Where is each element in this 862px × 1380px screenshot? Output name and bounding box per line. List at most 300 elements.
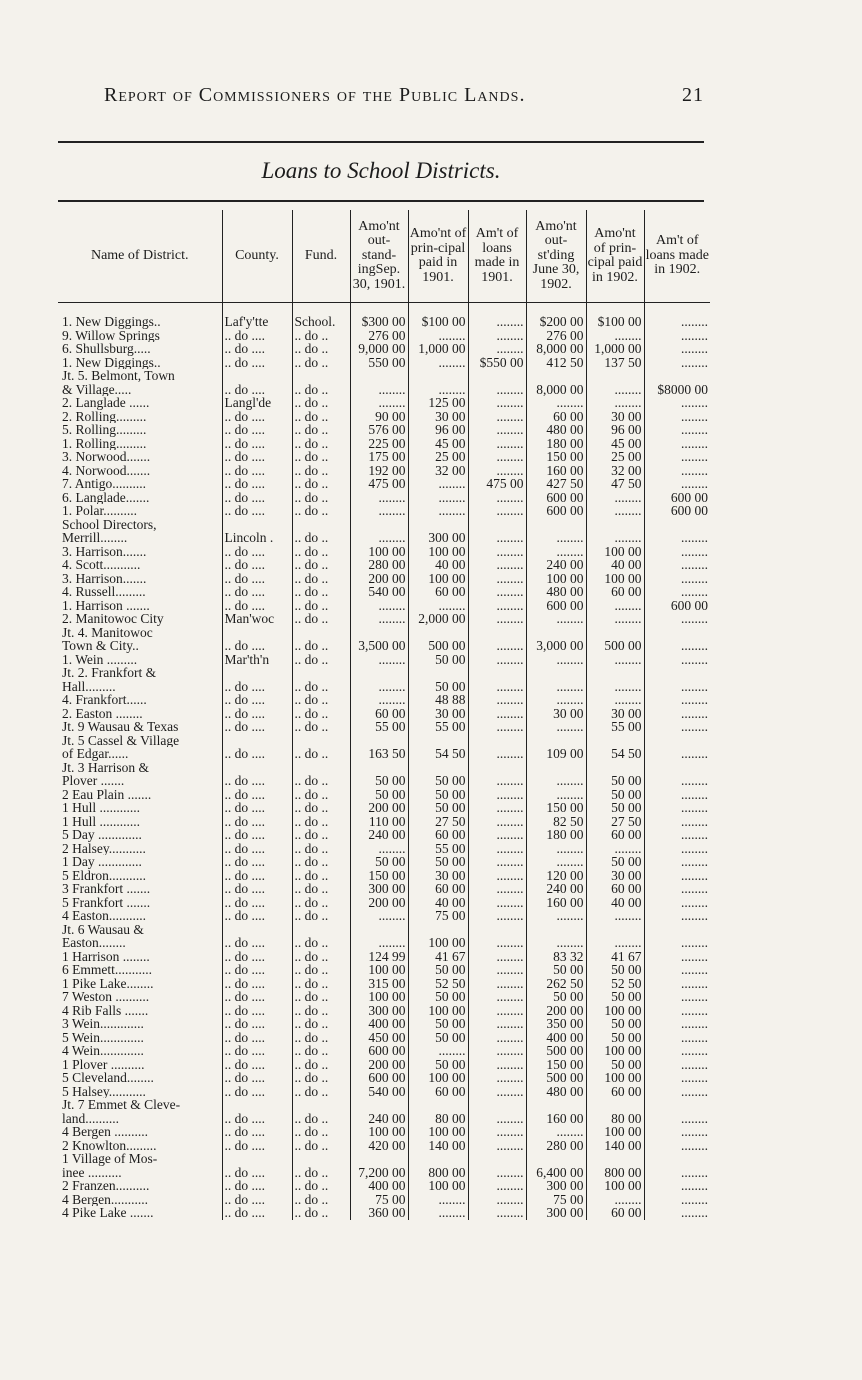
principal-paid-1902-cell: 100 00: [586, 1179, 644, 1193]
outstanding-1902-cell: 280 00: [526, 1139, 586, 1153]
district-name-cell: 1. New Diggings..: [62, 355, 161, 369]
loans-made-1902-cell: 600 00: [644, 599, 710, 613]
principal-paid-1901-cell: 100 00: [408, 1071, 468, 1085]
table-row: [58, 666, 710, 680]
loans-made-1901-cell: ........: [468, 977, 526, 991]
county-cell: Mar'th'n: [222, 653, 292, 667]
outstanding-1901-cell: 110 00: [350, 815, 408, 829]
fund-cell: .. do ..: [292, 639, 350, 653]
outstanding-1902-cell: 160 00: [526, 896, 586, 910]
outstanding-1901-cell: 315 00: [350, 977, 408, 991]
loans-made-1901-cell: ........: [468, 1125, 526, 1139]
district-name-cell: 4. Russell.........: [62, 585, 146, 599]
principal-paid-1902-cell: 25 00: [586, 450, 644, 464]
outstanding-1902-cell: ........: [526, 531, 586, 545]
county-cell: .. do ....: [222, 423, 292, 437]
outstanding-1901-cell: 240 00: [350, 828, 408, 842]
col-header-loans-made-1902: Am't of loans made in 1902.: [644, 210, 710, 303]
principal-paid-1902-cell: 50 00: [586, 1031, 644, 1045]
col-header-district: Name of District.: [58, 210, 222, 303]
outstanding-1901-cell: 100 00: [350, 545, 408, 559]
district-name-cell: 4. Scott...........: [62, 558, 141, 572]
principal-paid-1902-cell: ........: [586, 504, 644, 518]
table-row: [58, 788, 710, 802]
loans-made-1901-cell: ........: [468, 342, 526, 356]
loans-made-1901-cell: ........: [468, 1139, 526, 1153]
principal-paid-1902-cell: ........: [586, 842, 644, 856]
loans-made-1902-cell: ........: [644, 342, 710, 356]
fund-cell: .. do ..: [292, 815, 350, 829]
loans-made-1901-cell: [468, 1152, 526, 1166]
principal-paid-1901-cell: 48 88: [408, 693, 468, 707]
table-row: [58, 707, 710, 721]
outstanding-1901-cell: ........: [350, 936, 408, 950]
principal-paid-1902-cell: ........: [586, 383, 644, 397]
table-row: [58, 842, 710, 856]
principal-paid-1902-cell: ........: [586, 1193, 644, 1207]
fund-cell: .. do ..: [292, 491, 350, 505]
outstanding-1902-cell: 262 50: [526, 977, 586, 991]
fund-cell: .. do ..: [292, 1112, 350, 1126]
fund-cell: .. do ..: [292, 383, 350, 397]
district-name-cell: 1 Village of Mos-: [62, 1152, 158, 1166]
table-row: [58, 774, 710, 788]
county-cell: Lincoln .: [222, 531, 292, 545]
loans-made-1901-cell: [468, 1098, 526, 1112]
principal-paid-1901-cell: ........: [408, 599, 468, 613]
loans-made-1902-cell: ........: [644, 842, 710, 856]
loans-made-1901-cell: ........: [468, 572, 526, 586]
loans-made-1902-cell: ........: [644, 1058, 710, 1072]
fund-cell: [292, 734, 350, 748]
county-cell: .. do ....: [222, 801, 292, 815]
fund-cell: .. do ..: [292, 1179, 350, 1193]
county-cell: .. do ....: [222, 869, 292, 883]
table-row: [58, 558, 710, 572]
table-row: [58, 1206, 710, 1220]
principal-paid-1901-cell: 300 00: [408, 531, 468, 545]
table-row: [58, 1071, 710, 1085]
running-title: Report of Commissioners of the Public Lands.: [104, 84, 526, 106]
principal-paid-1902-cell: ........: [586, 599, 644, 613]
loans-made-1902-cell: ........: [644, 423, 710, 437]
principal-paid-1902-cell: ........: [586, 612, 644, 626]
principal-paid-1901-cell: [408, 1098, 468, 1112]
outstanding-1902-cell: ........: [526, 545, 586, 559]
table-row: [58, 518, 710, 532]
county-cell: [222, 518, 292, 532]
district-name-cell: 5 Eldron...........: [62, 868, 146, 882]
outstanding-1901-cell: 7,200 00: [350, 1166, 408, 1180]
outstanding-1901-cell: 100 00: [350, 990, 408, 1004]
table-row: [58, 1179, 710, 1193]
outstanding-1901-cell: 9,000 00: [350, 342, 408, 356]
principal-paid-1901-cell: 50 00: [408, 855, 468, 869]
principal-paid-1902-cell: ........: [586, 396, 644, 410]
table-row: [58, 396, 710, 410]
table-row: [58, 477, 710, 491]
outstanding-1901-cell: [350, 626, 408, 640]
table-body: [58, 303, 710, 1220]
outstanding-1902-cell: 350 00: [526, 1017, 586, 1031]
loans-made-1901-cell: ........: [468, 747, 526, 761]
principal-paid-1901-cell: 100 00: [408, 1179, 468, 1193]
principal-paid-1902-cell: 100 00: [586, 572, 644, 586]
outstanding-1902-cell: 240 00: [526, 882, 586, 896]
principal-paid-1901-cell: 50 00: [408, 653, 468, 667]
table-row: [58, 1193, 710, 1207]
principal-paid-1902-cell: 52 50: [586, 977, 644, 991]
loans-made-1902-cell: ........: [644, 450, 710, 464]
fund-cell: .. do ..: [292, 464, 350, 478]
outstanding-1902-cell: 500 00: [526, 1071, 586, 1085]
loans-made-1902-cell: ........: [644, 1017, 710, 1031]
outstanding-1901-cell: 420 00: [350, 1139, 408, 1153]
outstanding-1902-cell: 600 00: [526, 504, 586, 518]
loans-made-1901-cell: ........: [468, 680, 526, 694]
fund-cell: .. do ..: [292, 693, 350, 707]
district-name-cell: 1. New Diggings..: [62, 315, 161, 329]
loans-made-1902-cell: [644, 666, 710, 680]
district-name-cell: & Village.....: [62, 382, 132, 396]
principal-paid-1902-cell: 40 00: [586, 558, 644, 572]
fund-cell: .. do ..: [292, 936, 350, 950]
outstanding-1901-cell: 50 00: [350, 774, 408, 788]
principal-paid-1902-cell: ........: [586, 693, 644, 707]
outstanding-1902-cell: 400 00: [526, 1031, 586, 1045]
loans-made-1901-cell: ........: [468, 842, 526, 856]
outstanding-1902-cell: 100 00: [526, 572, 586, 586]
county-cell: .. do ....: [222, 950, 292, 964]
outstanding-1902-cell: 82 50: [526, 815, 586, 829]
outstanding-1902-cell: 75 00: [526, 1193, 586, 1207]
district-name-cell: 4 Bergen...........: [62, 1192, 148, 1206]
loans-made-1901-cell: ........: [468, 1112, 526, 1126]
principal-paid-1902-cell: 60 00: [586, 828, 644, 842]
loans-made-1901-cell: [468, 923, 526, 937]
loans-made-1902-cell: 600 00: [644, 491, 710, 505]
header-rule: [58, 141, 704, 143]
district-name-cell: 1 Day .............: [62, 855, 142, 869]
loans-made-1901-cell: ........: [468, 423, 526, 437]
district-name-cell: 5 Day .............: [62, 828, 142, 842]
principal-paid-1901-cell: 100 00: [408, 936, 468, 950]
loans-made-1901-cell: ........: [468, 1071, 526, 1085]
county-cell: .. do ....: [222, 680, 292, 694]
outstanding-1901-cell: [350, 1098, 408, 1112]
loans-made-1901-cell: ........: [468, 531, 526, 545]
loans-made-1901-cell: $550 00: [468, 356, 526, 370]
table-row: [58, 1125, 710, 1139]
district-name-cell: 2 Knowlton.........: [62, 1138, 157, 1152]
principal-paid-1901-cell: [408, 666, 468, 680]
fund-cell: [292, 1098, 350, 1112]
outstanding-1902-cell: 120 00: [526, 869, 586, 883]
district-name-cell: 7. Antigo..........: [62, 477, 147, 491]
table-row: [58, 936, 710, 950]
county-cell: .. do ....: [222, 1206, 292, 1220]
outstanding-1902-cell: 150 00: [526, 450, 586, 464]
county-cell: .. do ....: [222, 963, 292, 977]
county-cell: .. do ....: [222, 585, 292, 599]
loans-made-1902-cell: ........: [644, 1125, 710, 1139]
principal-paid-1901-cell: ........: [408, 383, 468, 397]
loans-made-1902-cell: ........: [644, 1166, 710, 1180]
county-cell: .. do ....: [222, 477, 292, 491]
district-name-cell: 5. Rolling.........: [62, 423, 147, 437]
county-cell: [222, 734, 292, 748]
table-row: [58, 720, 710, 734]
col-header-outstanding-1902: Amo'nt out-st'ding June 30, 1902.: [526, 210, 586, 303]
county-cell: [222, 761, 292, 775]
principal-paid-1902-cell: 50 00: [586, 1058, 644, 1072]
district-name-cell: 1 Hull ............: [62, 801, 141, 815]
loans-made-1901-cell: ........: [468, 450, 526, 464]
loans-made-1901-cell: [468, 369, 526, 383]
principal-paid-1901-cell: ........: [408, 477, 468, 491]
principal-paid-1901-cell: 55 00: [408, 842, 468, 856]
loans-made-1902-cell: ........: [644, 437, 710, 451]
county-cell: .. do ....: [222, 599, 292, 613]
outstanding-1901-cell: 225 00: [350, 437, 408, 451]
district-name-cell: 5 Halsey...........: [62, 1084, 146, 1098]
loans-made-1901-cell: [468, 734, 526, 748]
district-name-cell: 4. Norwood.......: [62, 463, 151, 477]
fund-cell: .. do ..: [292, 585, 350, 599]
col-header-principal-paid-1902: Amo'nt of prin-cipal paid in 1902.: [586, 210, 644, 303]
principal-paid-1901-cell: [408, 626, 468, 640]
fund-cell: .. do ..: [292, 1058, 350, 1072]
loans-made-1902-cell: ........: [644, 1179, 710, 1193]
principal-paid-1902-cell: 96 00: [586, 423, 644, 437]
principal-paid-1901-cell: ........: [408, 491, 468, 505]
table-row: [58, 950, 710, 964]
col-header-county: County.: [222, 210, 292, 303]
outstanding-1902-cell: 50 00: [526, 963, 586, 977]
loans-made-1901-cell: ........: [468, 936, 526, 950]
principal-paid-1902-cell: 1,000 00: [586, 342, 644, 356]
principal-paid-1902-cell: ........: [586, 936, 644, 950]
principal-paid-1901-cell: ........: [408, 1193, 468, 1207]
loans-made-1901-cell: ........: [468, 1031, 526, 1045]
outstanding-1901-cell: 300 00: [350, 882, 408, 896]
loans-made-1901-cell: ........: [468, 896, 526, 910]
section-title: Loans to School Districts.: [261, 158, 501, 183]
principal-paid-1902-cell: [586, 666, 644, 680]
outstanding-1901-cell: 240 00: [350, 1112, 408, 1126]
principal-paid-1901-cell: 30 00: [408, 410, 468, 424]
loans-made-1901-cell: ........: [468, 828, 526, 842]
district-name-cell: 1 Harrison ........: [62, 949, 150, 963]
outstanding-1901-cell: 540 00: [350, 585, 408, 599]
principal-paid-1902-cell: 50 00: [586, 963, 644, 977]
principal-paid-1902-cell: 41 67: [586, 950, 644, 964]
district-name-cell: 6 Emmett...........: [62, 963, 152, 977]
fund-cell: .. do ..: [292, 896, 350, 910]
loans-made-1901-cell: ........: [468, 1085, 526, 1099]
loans-made-1901-cell: ........: [468, 329, 526, 343]
outstanding-1901-cell: 175 00: [350, 450, 408, 464]
fund-cell: [292, 369, 350, 383]
table-row: [58, 437, 710, 451]
principal-paid-1902-cell: ........: [586, 531, 644, 545]
loans-made-1901-cell: ........: [468, 558, 526, 572]
outstanding-1901-cell: 300 00: [350, 1004, 408, 1018]
fund-cell: .. do ..: [292, 1044, 350, 1058]
loans-made-1902-cell: [644, 1152, 710, 1166]
principal-paid-1902-cell: 45 00: [586, 437, 644, 451]
table-row: [58, 612, 710, 626]
district-name-cell: 3. Norwood.......: [62, 450, 151, 464]
loans-made-1902-cell: ........: [644, 1004, 710, 1018]
principal-paid-1901-cell: 500 00: [408, 639, 468, 653]
table-row: [58, 977, 710, 991]
table-row: [58, 423, 710, 437]
county-cell: .. do ....: [222, 1179, 292, 1193]
table-row: [58, 1112, 710, 1126]
loans-made-1902-cell: ........: [644, 396, 710, 410]
loans-made-1902-cell: ........: [644, 882, 710, 896]
principal-paid-1902-cell: 50 00: [586, 788, 644, 802]
table-row: [58, 383, 710, 397]
district-name-cell: 3 Wein.............: [62, 1017, 144, 1031]
loans-made-1901-cell: ........: [468, 950, 526, 964]
outstanding-1902-cell: 8,000 00: [526, 342, 586, 356]
county-cell: [222, 666, 292, 680]
principal-paid-1902-cell: ........: [586, 680, 644, 694]
table-row: [58, 356, 710, 370]
county-cell: .. do ....: [222, 639, 292, 653]
county-cell: .. do ....: [222, 936, 292, 950]
principal-paid-1901-cell: $100 00: [408, 315, 468, 329]
outstanding-1901-cell: 60 00: [350, 707, 408, 721]
principal-paid-1901-cell: ........: [408, 329, 468, 343]
principal-paid-1901-cell: 25 00: [408, 450, 468, 464]
district-name-cell: 6. Langlade.......: [62, 490, 150, 504]
loans-made-1902-cell: ........: [644, 585, 710, 599]
fund-cell: .. do ..: [292, 1166, 350, 1180]
table-row: [58, 369, 710, 383]
table-row: [58, 828, 710, 842]
loans-made-1902-cell: ........: [644, 315, 710, 329]
table-row: [58, 1031, 710, 1045]
table-row: [58, 1139, 710, 1153]
district-name-cell: 1. Wein .........: [62, 652, 138, 666]
outstanding-1902-cell: ........: [526, 680, 586, 694]
principal-paid-1901-cell: 50 00: [408, 1017, 468, 1031]
principal-paid-1901-cell: 60 00: [408, 828, 468, 842]
county-cell: .. do ....: [222, 747, 292, 761]
loans-made-1901-cell: ........: [468, 653, 526, 667]
principal-paid-1902-cell: [586, 626, 644, 640]
outstanding-1902-cell: 160 00: [526, 464, 586, 478]
table-row: [58, 1044, 710, 1058]
county-cell: .. do ....: [222, 1125, 292, 1139]
principal-paid-1901-cell: 30 00: [408, 707, 468, 721]
loans-made-1901-cell: ........: [468, 693, 526, 707]
principal-paid-1901-cell: 52 50: [408, 977, 468, 991]
outstanding-1902-cell: 480 00: [526, 1085, 586, 1099]
principal-paid-1901-cell: 800 00: [408, 1166, 468, 1180]
loans-made-1902-cell: $8000 00: [644, 383, 710, 397]
district-name-cell: of Edgar......: [62, 747, 129, 761]
table-row: [58, 855, 710, 869]
loans-made-1901-cell: [468, 626, 526, 640]
outstanding-1902-cell: 50 00: [526, 990, 586, 1004]
page-number: 21: [682, 84, 704, 106]
county-cell: [222, 1152, 292, 1166]
fund-cell: .. do ..: [292, 504, 350, 518]
outstanding-1901-cell: 400 00: [350, 1179, 408, 1193]
loans-made-1902-cell: ........: [644, 977, 710, 991]
fund-cell: [292, 518, 350, 532]
fund-cell: .. do ..: [292, 396, 350, 410]
principal-paid-1902-cell: 47 50: [586, 477, 644, 491]
fund-cell: .. do ..: [292, 882, 350, 896]
fund-cell: .. do ..: [292, 747, 350, 761]
outstanding-1902-cell: [526, 369, 586, 383]
fund-cell: .. do ..: [292, 572, 350, 586]
principal-paid-1901-cell: 140 00: [408, 1139, 468, 1153]
district-name-cell: 2. Langlade ......: [62, 396, 150, 410]
fund-cell: [292, 1152, 350, 1166]
fund-cell: [292, 761, 350, 775]
loans-made-1901-cell: [468, 666, 526, 680]
principal-paid-1902-cell: [586, 734, 644, 748]
table-row: [58, 464, 710, 478]
loans-made-1902-cell: [644, 518, 710, 532]
fund-cell: .. do ..: [292, 869, 350, 883]
principal-paid-1902-cell: 50 00: [586, 990, 644, 1004]
principal-paid-1901-cell: [408, 518, 468, 532]
outstanding-1901-cell: ........: [350, 680, 408, 694]
outstanding-1902-cell: 60 00: [526, 410, 586, 424]
outstanding-1901-cell: [350, 734, 408, 748]
principal-paid-1902-cell: 100 00: [586, 545, 644, 559]
col-header-loans-made-1901: Am't of loans made in 1901.: [468, 210, 526, 303]
outstanding-1902-cell: ........: [526, 788, 586, 802]
principal-paid-1902-cell: ........: [586, 653, 644, 667]
principal-paid-1901-cell: 75 00: [408, 909, 468, 923]
loans-made-1901-cell: ........: [468, 1044, 526, 1058]
principal-paid-1901-cell: 30 00: [408, 869, 468, 883]
loans-made-1902-cell: [644, 626, 710, 640]
county-cell: .. do ....: [222, 896, 292, 910]
loans-made-1901-cell: ........: [468, 639, 526, 653]
fund-cell: .. do ..: [292, 950, 350, 964]
fund-cell: .. do ..: [292, 1004, 350, 1018]
district-name-cell: 4 Bergen ..........: [62, 1125, 148, 1139]
county-cell: .. do ....: [222, 1004, 292, 1018]
fund-cell: .. do ..: [292, 653, 350, 667]
county-cell: .. do ....: [222, 842, 292, 856]
county-cell: .. do ....: [222, 909, 292, 923]
table-row: [58, 315, 710, 329]
outstanding-1902-cell: 6,400 00: [526, 1166, 586, 1180]
county-cell: .. do ....: [222, 1085, 292, 1099]
outstanding-1901-cell: [350, 518, 408, 532]
principal-paid-1901-cell: 60 00: [408, 882, 468, 896]
outstanding-1901-cell: 100 00: [350, 1125, 408, 1139]
loans-made-1902-cell: ........: [644, 477, 710, 491]
outstanding-1901-cell: 276 00: [350, 329, 408, 343]
loans-made-1901-cell: ........: [468, 612, 526, 626]
principal-paid-1901-cell: [408, 761, 468, 775]
outstanding-1902-cell: ........: [526, 693, 586, 707]
county-cell: [222, 626, 292, 640]
loans-made-1902-cell: [644, 923, 710, 937]
outstanding-1901-cell: 124 99: [350, 950, 408, 964]
